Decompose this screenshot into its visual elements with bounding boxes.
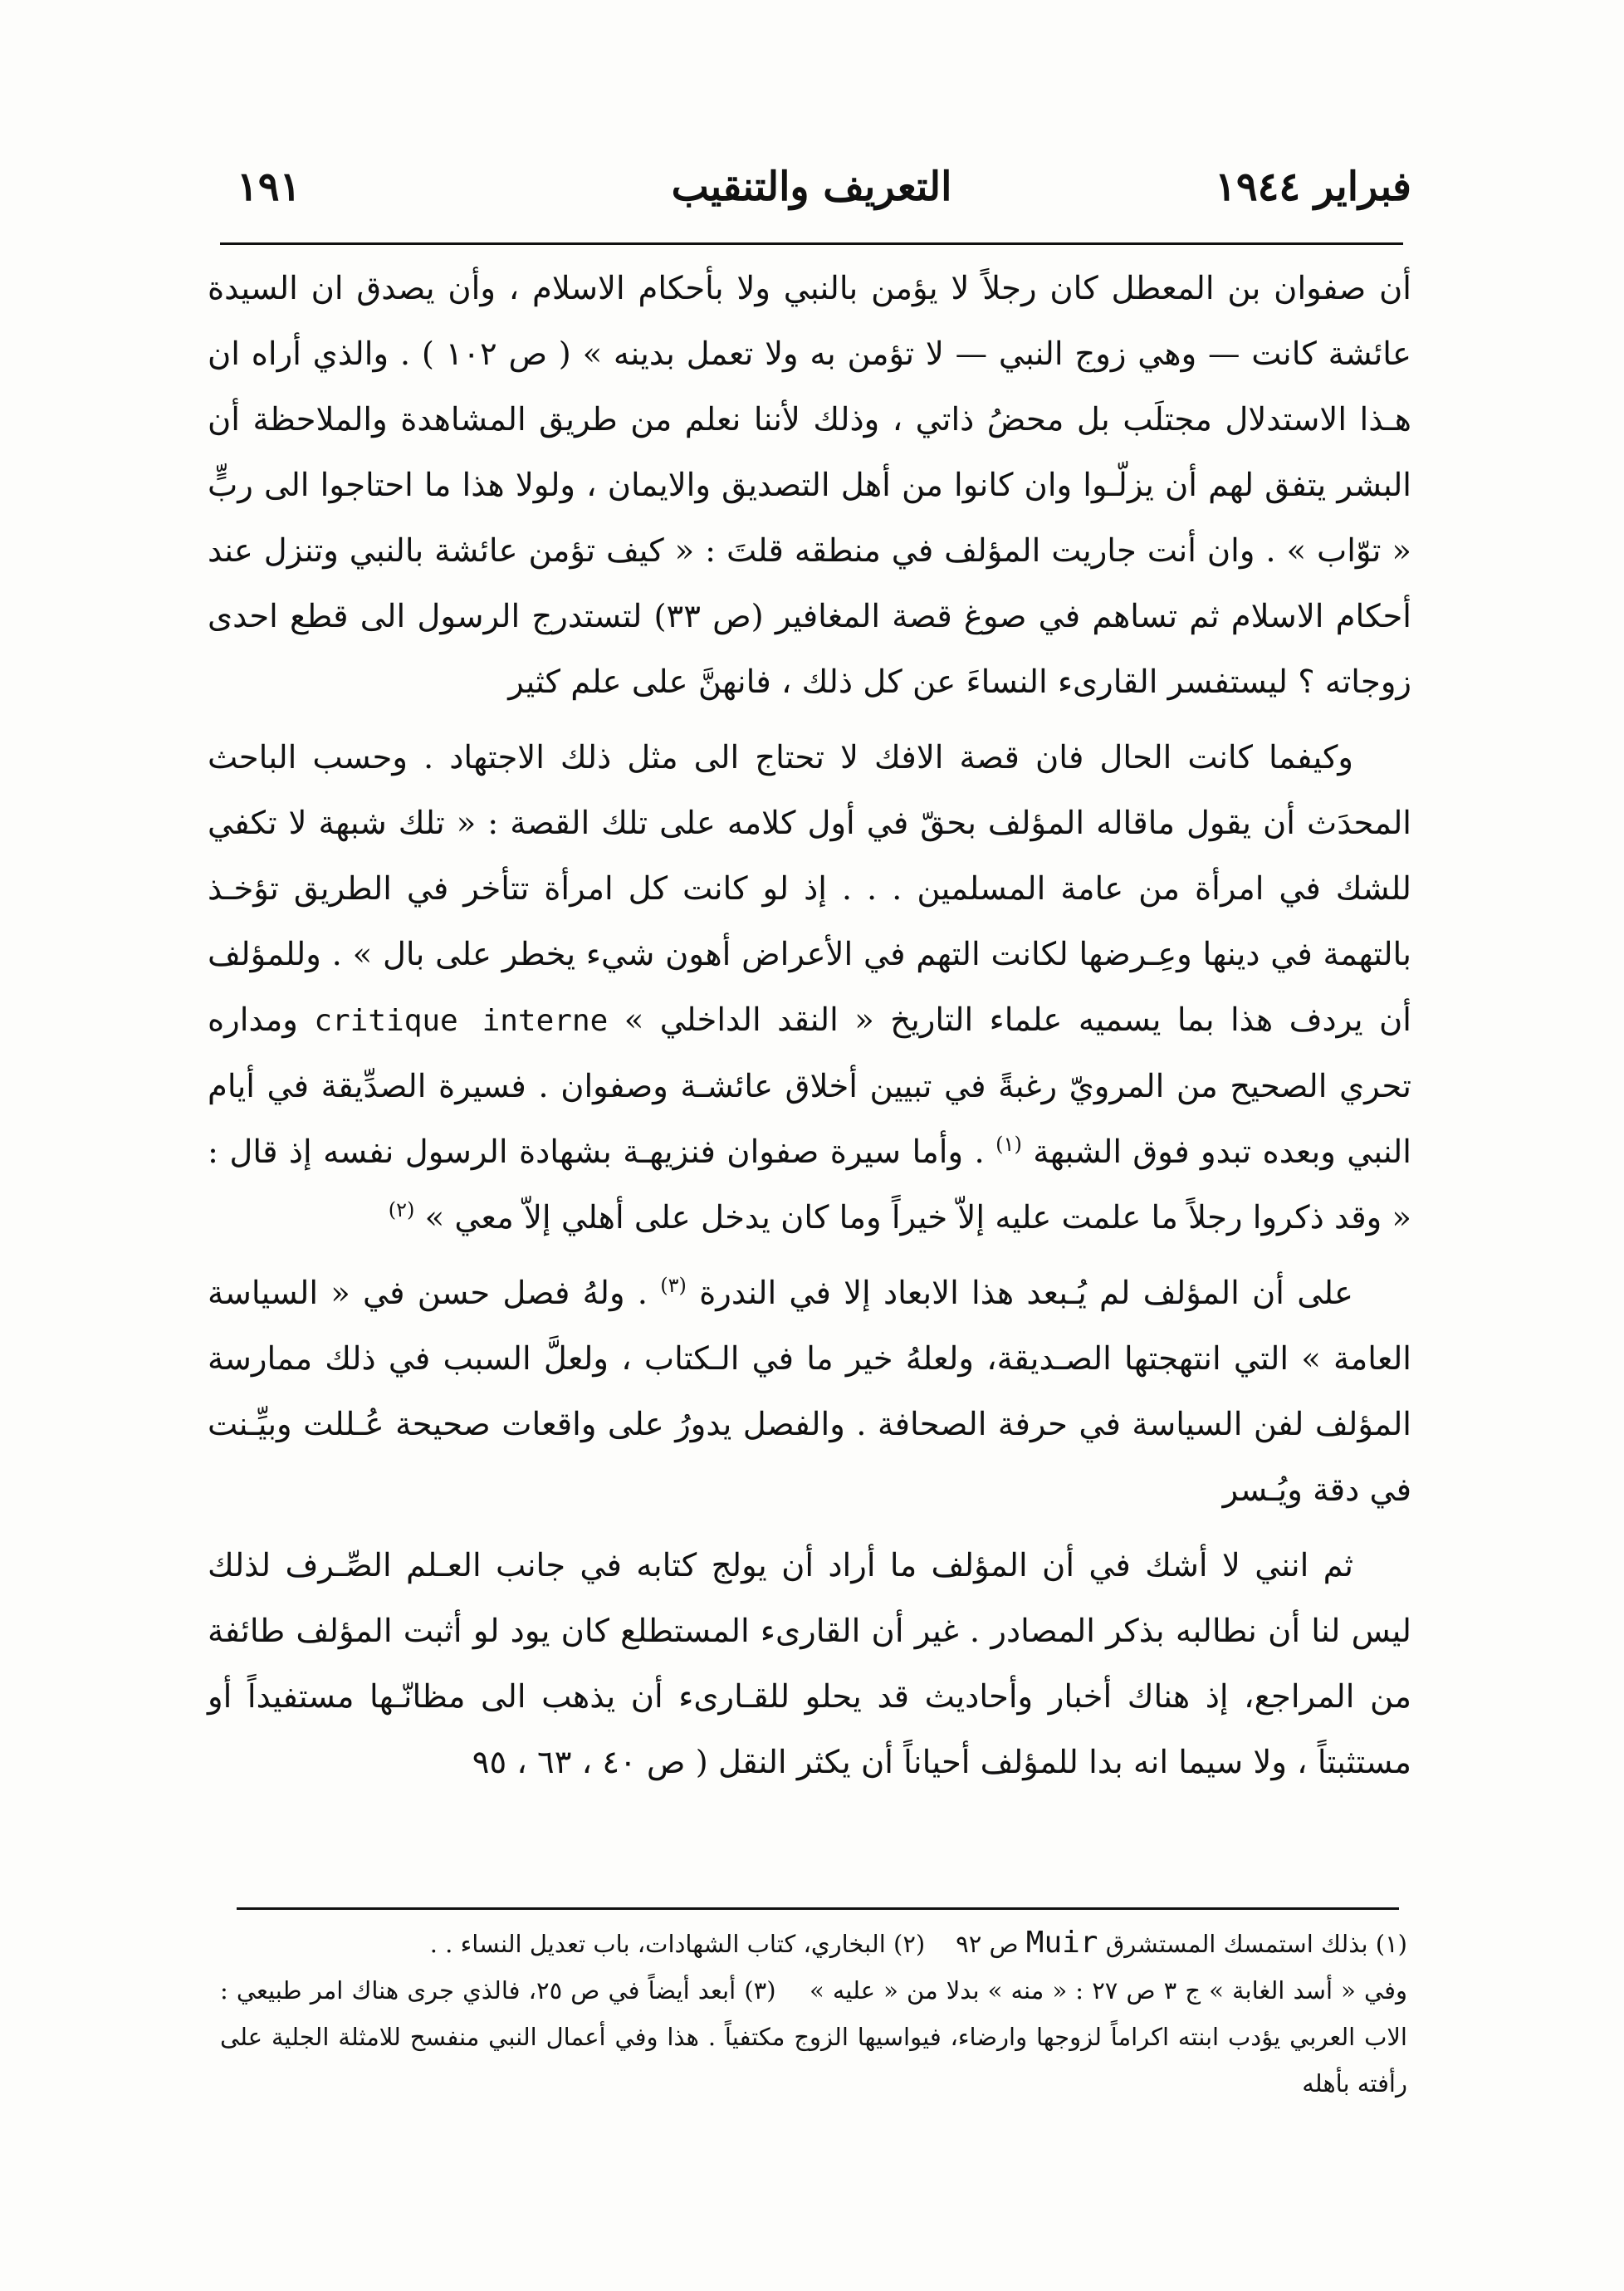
paragraph-3-part-2: . ولهُ فصل حسن في « السياسة العامة » التي انتهجتها الصـديقة، ولعلهُ خير ما في الـكتاب ، ولعلَّ السبب في ذلك ممارسة المؤلف لفن السياسة في حرفة الصحافة . والفصل يدورُ على واقعات صحيحة عُـللت وبيِّـنت في دقة ويُـسر [208, 1275, 1411, 1509]
footnote-3-marker: (٣) [744, 1976, 776, 2005]
footnote-1-marker: (١) [1375, 1930, 1407, 1958]
footnote-1-text: بذلك استمسك المستشرق [1105, 1930, 1368, 1958]
footnote-2-cont: وفي « أسد الغابة » ج ٣ ص ٢٧ : « منه » بدلا من « عليه » [809, 1976, 1408, 2005]
footnote-line-1 [220, 1920, 1407, 1967]
latin-term: critique interne [314, 1004, 609, 1038]
paragraph-1: أن صفوان بن المعطل كان رجلاً لا يؤمن بالنبي ولا بأحكام الاسلام ، وأن يصدق ان السيدة عائشة كانت — وهي زوج النبي — لا تؤمن به ولا تعمل بدينه » ( ص ١٠٢ ) . والذي أراه ان هـذا الاستدلال مجتلَب بل محضُ ذاتي ، وذلك لأننا نعلم من طريق المشاهدة والملاحظة أن البشر يتفق لهم أن يزلّـوا وان كانوا من أهل التصديق والايمان ، ولولا هذا ما احتاجوا الى ربٍّ « توّاب » . وان أنت جاريت المؤلف في منطقه قلتَ : « كيف تؤمن عائشة بالنبي وتنزل عند أحكام الاسلام ثم تساهم في صوغ قصة المغافير (ص ٣٣) لتستدرج الرسول الى قطع احدى زوجاته ؟ ليستفسر القارىء النساءَ عن كل ذلك ، فانهنَّ على علم كثير [208, 270, 1412, 701]
header-date: فبراير ١٩٤٤ [1215, 164, 1411, 210]
header-rule [220, 242, 1403, 245]
footnote-mark-1: (١) [995, 1133, 1022, 1157]
page-header [212, 154, 1411, 220]
header-title: التعريف والتنقيب [671, 164, 952, 210]
footnote-mark-2: (٢) [388, 1198, 415, 1222]
paragraph-2-part-2: ومداره تحري الصحيح من المرويّ رغبةً في تبيين أخلاق عائشـة وصفوان . فسيرة الصدِّيقة في أيام النبي وبعده تبدو فوق الشبهة [208, 1001, 1411, 1171]
footnote-1-page: ص ٩٢ [956, 1930, 1019, 1958]
footnote-mark-3: (٣) [660, 1274, 687, 1298]
footnotes [220, 1920, 1407, 2107]
footnote-rule [237, 1907, 1399, 1910]
paragraph-2-part-1: وكيفما كانت الحال فان قصة الافك لا تحتاج الى مثل ذلك الاجتهاد . وحسب الباحث المحدَث أن يقول ماقاله المؤلف بحقّ في أول كلامه على تلك القصة : « تلك شبهة لا تكفي للشك في امرأة من عامة المسلمين . . . إذ لو كانت كل امرأة تتأخر في الطريق تؤخـذ بالتهمة في دينها وعِـرضها لكانت التهم في الأعراض أهون شيء يخطر على بال » . وللمؤلف أن يردف هذا بما يسميه علماء التاريخ « النقد الداخلي » [208, 739, 1411, 1039]
paragraph-2-part-3: . وأما سيرة صفوان فنزيهـة بشهادة الرسول نفسه إذ قال : « وقد ذكروا رجلاً ما علمت عليه إلاّ خيراً وما كان يدخل على أهلي إلاّ معي » [208, 1133, 1411, 1236]
paragraph-2 [208, 725, 1411, 1251]
paragraph-4: ثم انني لا أشك في أن المؤلف ما أراد أن يولج كتابه في جانب العـلم الصِّـرف لذلك ليس لنا أن نطالبه بذكر المصادر . غير أن القارىء المستطلع كان يود لو أثبت المؤلف طائفة من المراجع، إذ هناك أخبار وأحاديث قد يحلو للقـارىء أن يذهب الى مظانّـها مستفيداً أو مستثبتاً ، ولا سيما انه بدا للمؤلف أحياناً أن يكثر النقل ( ص ٤٠ ، ٦٣ ، ٩٥ [208, 1547, 1411, 1781]
paragraph-3 [208, 1261, 1411, 1523]
page-number: ١٩١ [237, 164, 301, 210]
footnote-1-latin: Muir [1025, 1926, 1098, 1960]
body-text [208, 256, 1411, 1805]
footnote-2-marker: (٢) [893, 1930, 926, 1958]
paragraph-3-part-1: على أن المؤلف لم يُـبعد هذا الابعاد إلا في الندرة [699, 1275, 1353, 1312]
footnote-line-2 [220, 1967, 1407, 2107]
footnote-2-text: البخاري، كتاب الشهادات، باب تعديل النساء . . [429, 1930, 886, 1958]
footnote-3-text: أبعد أيضاً في ص ٢٥، فالذي جرى هناك امر طبيعي : الاب العربي يؤدب ابنته اكراماً لزوجها وارضاء، فيواسيها الزوج مكتفياً . هذا وفي أعمال النبي منفسح للامثلة الجلية على رأفته بأهله [220, 1976, 1407, 2098]
